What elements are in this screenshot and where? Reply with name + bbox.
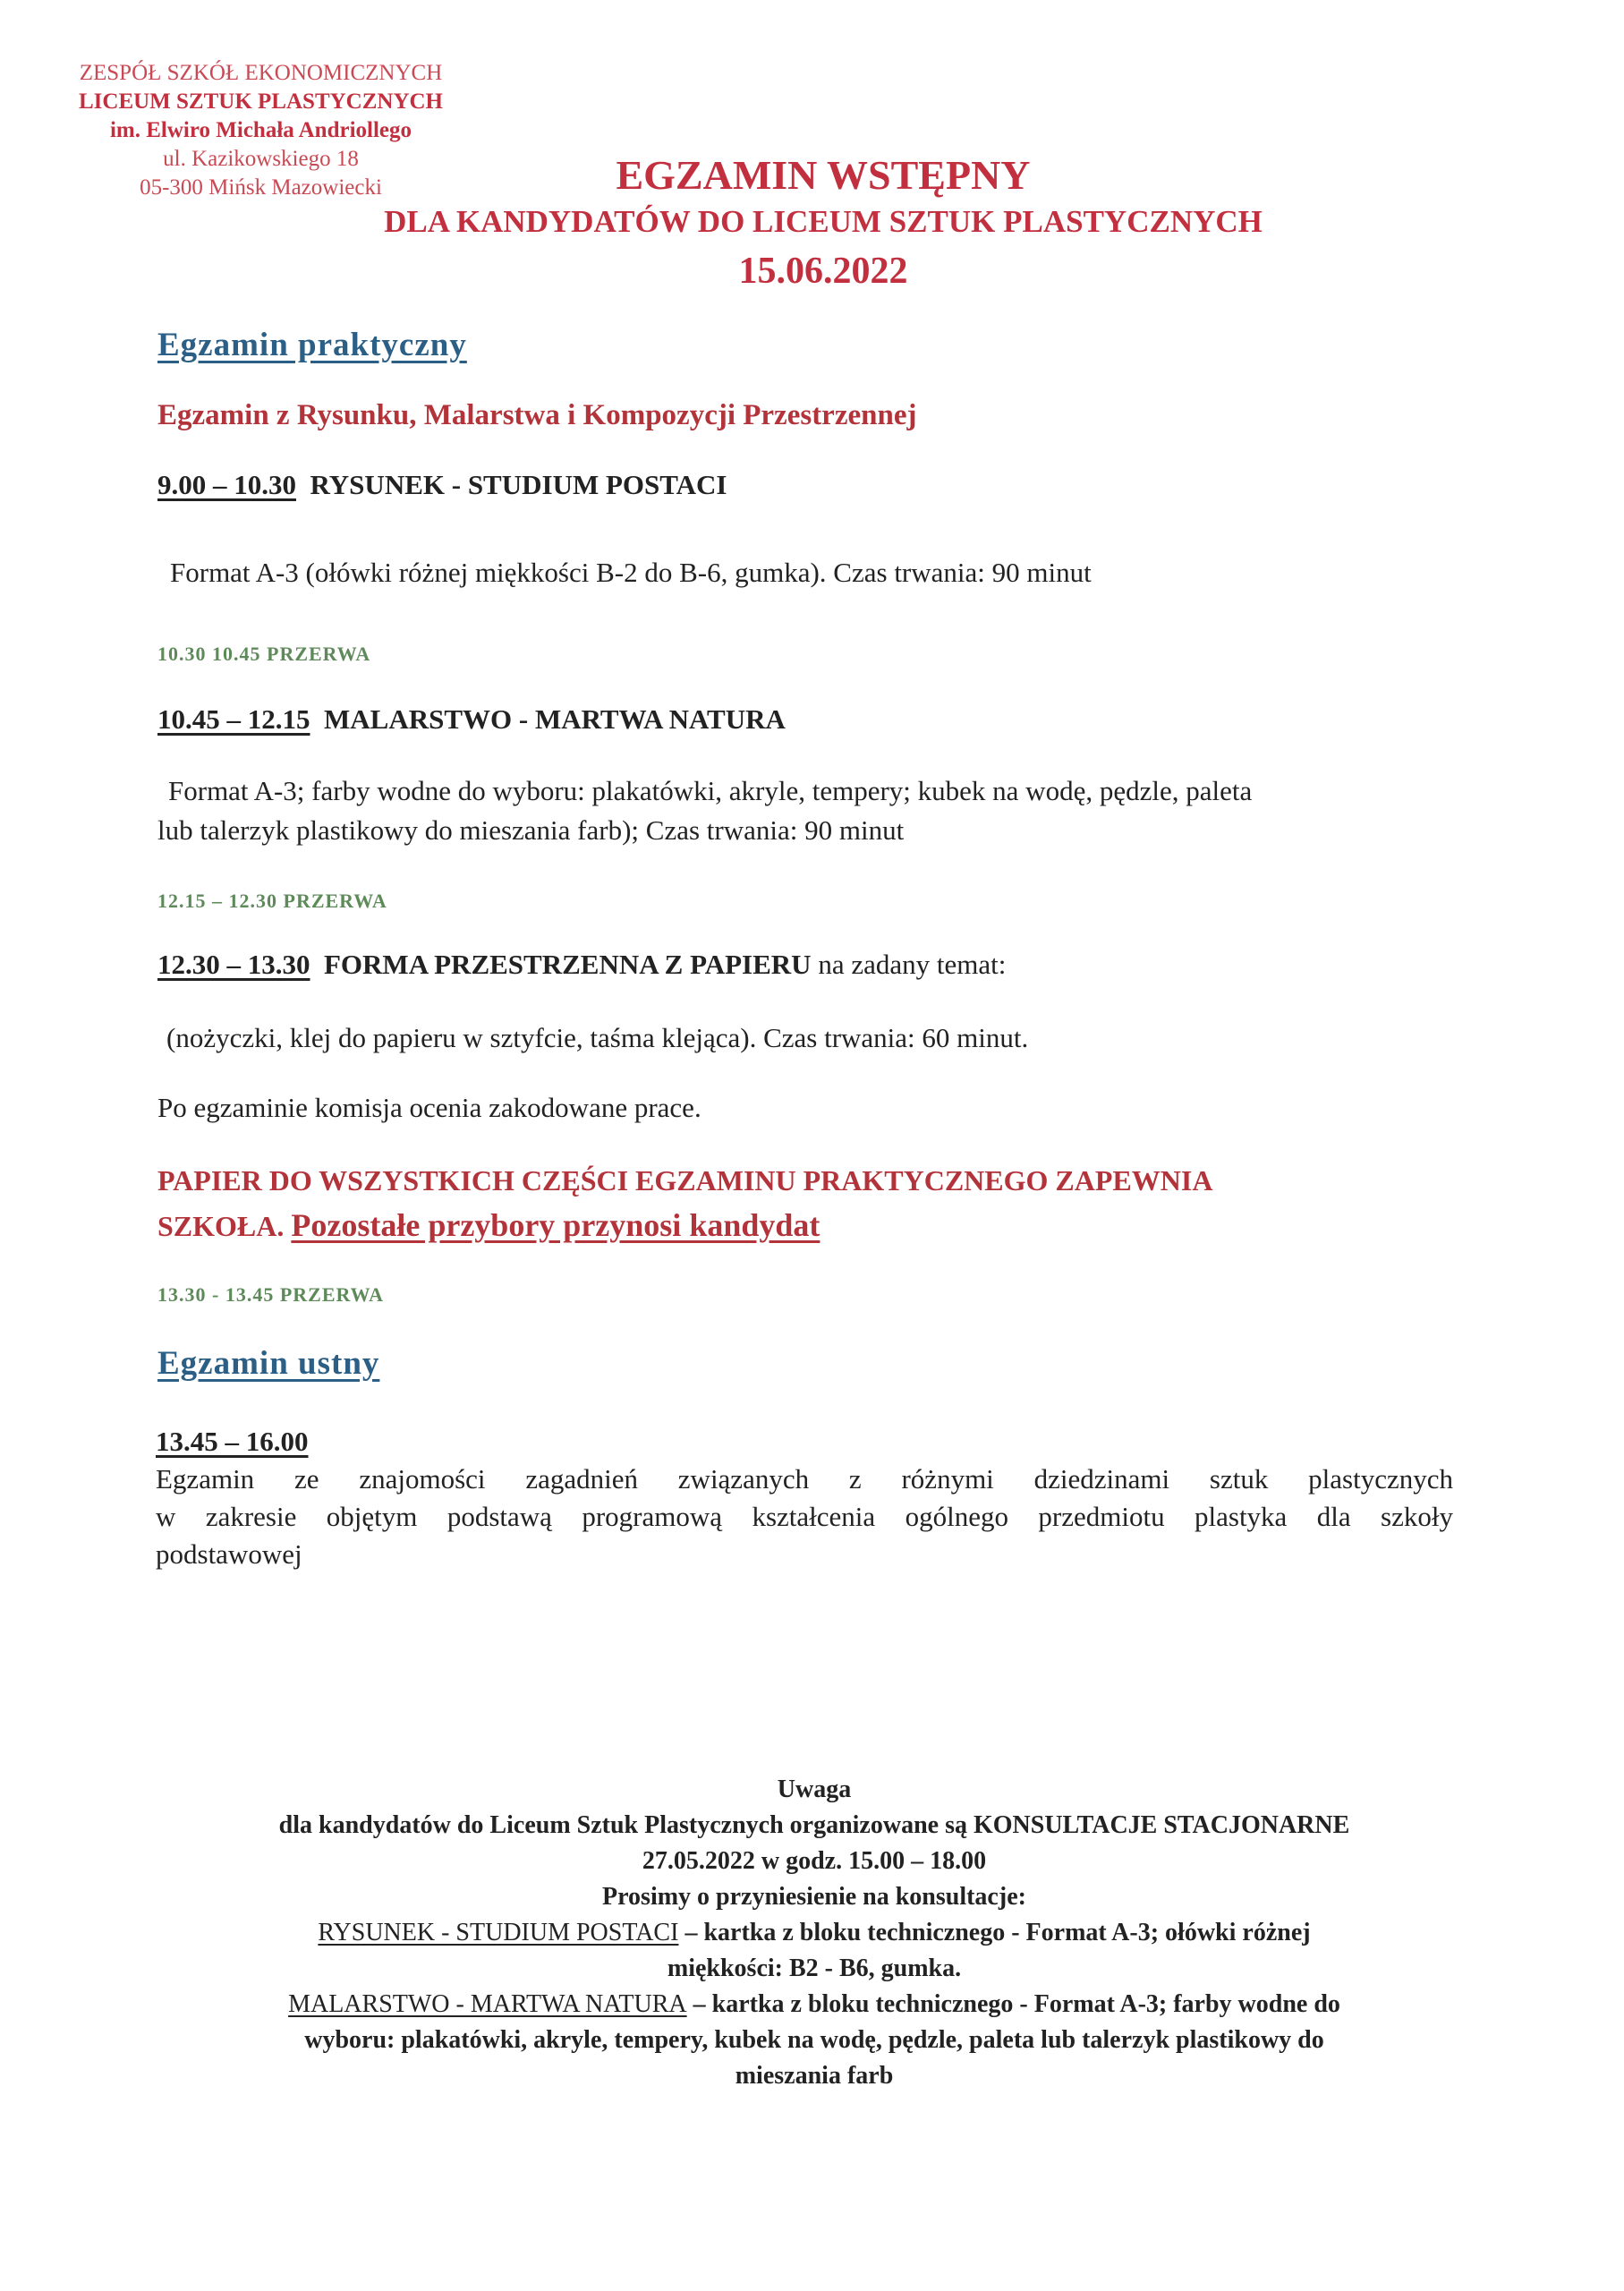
notice-text: SZKOŁA. [157,1210,292,1242]
notice-label: MALARSTWO - MARTWA NATURA [288,1990,687,2018]
notice-line: Prosimy o przyniesienie na konsultacje: [602,1883,1026,1911]
section-title-practical: Egzamin praktyczny [157,327,467,363]
notice-line: mieszania farb [735,2062,894,2090]
notice-heading: Uwaga [777,1776,852,1803]
break-label: 10.30 10.45 PRZERWA [157,643,371,665]
schedule-item-1 [157,469,727,501]
oral-exam-block [156,1423,1453,1573]
notice-line: wyboru: plakatówki, akryle, tempery, kubek na wodę, pędzle, paleta lub talerzyk plastikowy do [304,2026,1324,2054]
notice-text: – kartka z bloku technicznego - Format A-3; ołówki różnej [678,1919,1311,1946]
schedule-time: 10.45 – 12.15 [157,703,310,735]
schedule-suffix: na zadany temat: [811,949,1007,980]
stamp-line: im. Elwiro Michała Andriollego [109,118,412,142]
document-header [340,150,1306,299]
desc-line: w zakresie objętym podstawą programową kształcenia ogólnego przedmiotu plastyka dla szkoły [156,1501,1453,1532]
notice-line [157,1203,1212,1248]
schedule-name: RYSUNEK - STUDIUM POSTACI [310,469,727,500]
notice-line: PAPIER DO WSZYSTKICH CZĘŚCI EGZAMINU PRAKTYCZNEGO ZAPEWNIA [157,1164,1213,1197]
schedule-name: MALARSTWO - MARTWA NATURA [324,703,786,735]
desc-line: Format A-3; farby wodne do wyboru: plakatówki, akryle, tempery; kubek na wodę, pędzle, paleta [168,775,1253,806]
notice-label: RYSUNEK - STUDIUM POSTACI [318,1919,679,1946]
assessment-note: Po egzaminie komisja ocenia zakodowane prace. [157,1092,701,1123]
desc-line: Egzamin ze znajomości zagadnień związanych z różnymi dziedzinami sztuk plastycznych [156,1463,1453,1495]
desc-line: lub talerzyk plastikowy do mieszania farb); Czas trwania: 90 minut [157,814,905,846]
schedule-time: 9.00 – 10.30 [157,469,296,500]
paper-notice [157,1158,1212,1248]
stamp-line: 05-300 Mińsk Mazowiecki [140,175,382,200]
exam-date: 15.06.2022 [738,251,908,292]
notice-line: miękkości: B2 - B6, gumka. [667,1955,962,1982]
page-title: EGZAMIN WSTĘPNY [616,152,1031,198]
section-title-oral: Egzamin ustny [157,1345,380,1382]
practical-subtitle: Egzamin z Rysunku, Malarstwa i Kompozycji Przestrzennej [157,399,917,431]
notice-line: dla kandydatów do Liceum Sztuk Plastycznych organizowane są KONSULTACJE STACJONARNE [278,1811,1350,1839]
stamp-line: ZESPÓŁ SZKÓŁ EKONOMICZNYCH [79,61,443,85]
break-label: 12.15 – 12.30 PRZERWA [157,890,387,912]
desc-line: podstawowej [156,1538,302,1570]
notice-line [152,1915,1476,1951]
schedule-time: 12.30 – 13.30 [157,949,310,980]
schedule-time: 13.45 – 16.00 [156,1426,309,1457]
schedule-name: FORMA PRZESTRZENNA Z PAPIERU [324,949,812,980]
notice-line [152,1987,1476,2023]
notice-text: – kartka z bloku technicznego - Format A-3; farby wodne do [686,1990,1340,2018]
notice-line: 27.05.2022 w godz. 15.00 – 18.00 [642,1847,987,1875]
schedule-item-3 [157,949,1006,981]
break-label: 13.30 - 13.45 PRZERWA [157,1283,385,1306]
stamp-line: ul. Kazikowskiego 18 [163,147,359,171]
schedule-item-2 [157,703,786,736]
notice-emphasis: Pozostałe przybory przynosi kandydat [291,1207,821,1243]
schedule-desc: (nożyczki, klej do papieru w sztyfcie, taśma klejąca). Czas trwania: 60 minut. [166,1022,1029,1053]
schedule-desc [157,771,1252,850]
schedule-desc: Format A-3 (ołówki różnej miękkości B-2 do B-6, gumka). Czas trwania: 90 minut [170,557,1092,588]
consultation-notice [152,1772,1476,2094]
stamp-line: LICEUM SZTUK PLASTYCZNYCH [79,89,444,114]
page-subtitle: DLA KANDYDATÓW DO LICEUM SZTUK PLASTYCZNYCH [384,204,1263,239]
